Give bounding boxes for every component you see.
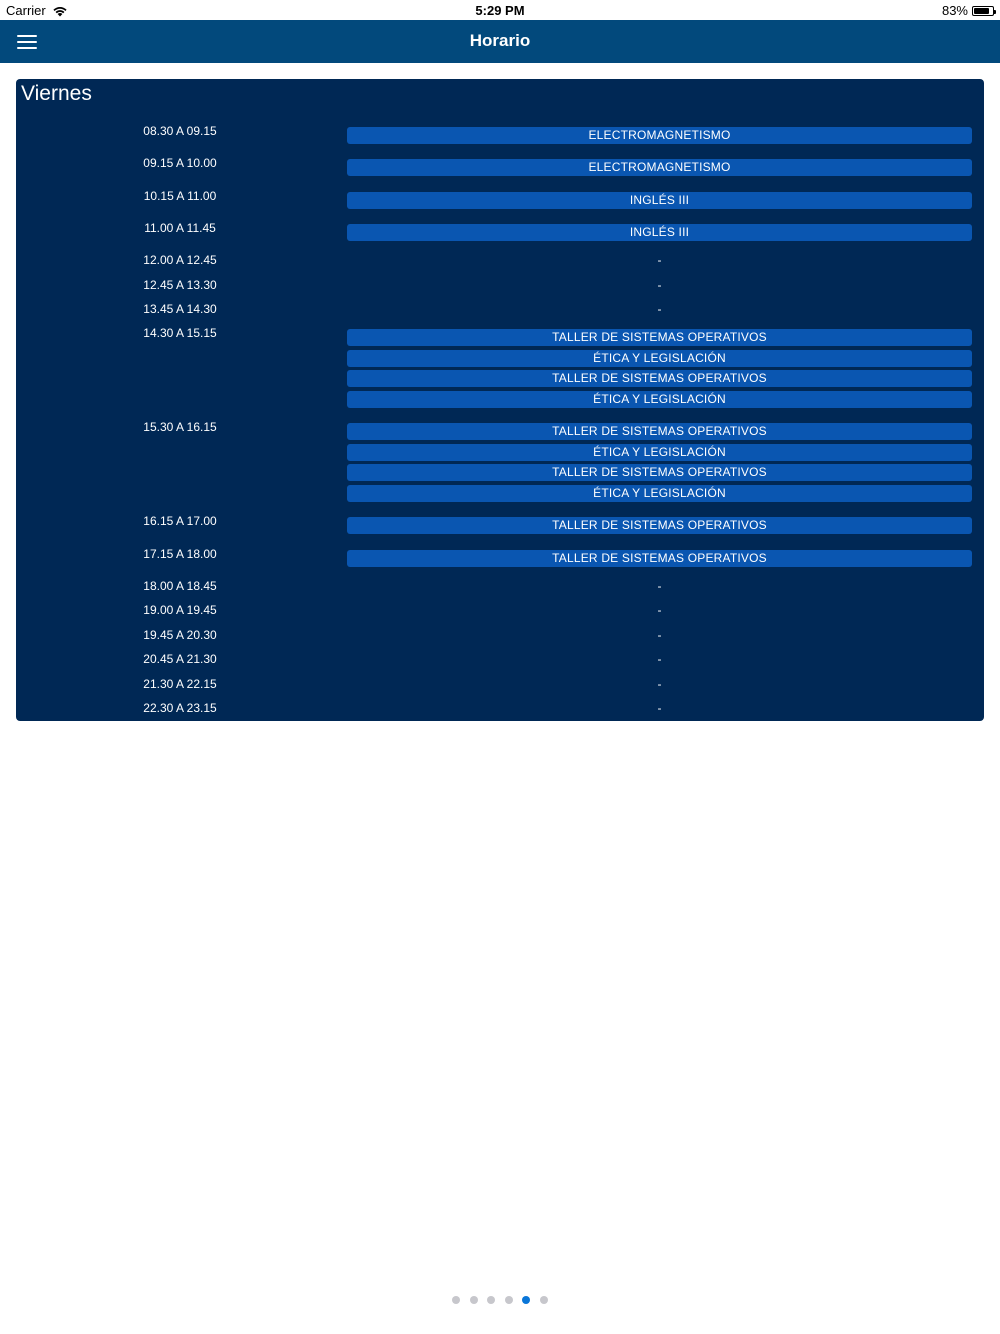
status-time: 5:29 PM bbox=[475, 3, 525, 18]
battery-icon bbox=[972, 6, 994, 16]
slot-time: 20.45 A 21.30 bbox=[143, 652, 217, 667]
slot-time: 12.45 A 13.30 bbox=[143, 277, 217, 292]
nav-bar bbox=[0, 20, 1000, 63]
slot-time: 16.15 A 17.00 bbox=[143, 514, 217, 529]
subject-pill[interactable]: TALLER DE SISTEMAS OPERATIVOS bbox=[347, 329, 972, 346]
page-control[interactable] bbox=[0, 1296, 1000, 1306]
subject-pill[interactable]: TALLER DE SISTEMAS OPERATIVOS bbox=[347, 423, 972, 440]
subject-pill[interactable]: INGLÉS III bbox=[347, 192, 972, 209]
page-dot-active[interactable] bbox=[522, 1296, 530, 1304]
status-bar bbox=[0, 0, 1000, 20]
subject-pill[interactable]: ÉTICA Y LEGISLACIÓN bbox=[347, 485, 972, 502]
empty-slot-dash: - bbox=[657, 277, 662, 292]
schedule-card bbox=[16, 79, 984, 721]
slot-time: 13.45 A 14.30 bbox=[143, 302, 217, 316]
slot-time: 11.00 A 11.45 bbox=[144, 220, 216, 235]
subject-pill[interactable]: TALLER DE SISTEMAS OPERATIVOS bbox=[347, 517, 972, 534]
slot-time: 10.15 A 11.00 bbox=[143, 188, 217, 203]
subject-pill[interactable]: ÉTICA Y LEGISLACIÓN bbox=[347, 444, 972, 461]
page-dot[interactable] bbox=[540, 1296, 548, 1304]
subject-pill[interactable]: TALLER DE SISTEMAS OPERATIVOS bbox=[347, 370, 972, 387]
empty-slot-dash: - bbox=[657, 627, 662, 642]
empty-slot-dash: - bbox=[657, 253, 662, 268]
subject-pill[interactable]: TALLER DE SISTEMAS OPERATIVOS bbox=[347, 550, 972, 567]
slot-time: 19.45 A 20.30 bbox=[143, 627, 217, 642]
slot-time: 21.30 A 22.15 bbox=[143, 676, 217, 691]
empty-slot-dash: - bbox=[657, 652, 662, 667]
page-dot[interactable] bbox=[452, 1296, 460, 1304]
page-dot[interactable] bbox=[505, 1296, 513, 1304]
empty-slot-dash: - bbox=[657, 579, 662, 593]
slot-time: 09.15 A 10.00 bbox=[143, 156, 217, 171]
empty-slot-dash: - bbox=[657, 302, 662, 316]
slot-time: 19.00 A 19.45 bbox=[143, 603, 217, 618]
battery-percent: 83% bbox=[941, 3, 968, 18]
day-title: Viernes bbox=[21, 82, 92, 105]
empty-slot-dash: - bbox=[657, 701, 662, 715]
schedule-rows bbox=[16, 79, 984, 721]
slot-time: 08.30 A 09.15 bbox=[143, 124, 217, 138]
subject-pill[interactable]: INGLÉS III bbox=[347, 224, 972, 241]
empty-slot-dash: - bbox=[657, 603, 662, 618]
nav-title: Horario bbox=[469, 31, 531, 50]
battery-fill bbox=[974, 8, 989, 14]
slot-time: 18.00 A 18.45 bbox=[143, 579, 217, 593]
subject-pill[interactable]: TALLER DE SISTEMAS OPERATIVOS bbox=[347, 464, 972, 481]
slot-time: 15.30 A 16.15 bbox=[143, 420, 217, 435]
subject-pill[interactable]: ELECTROMAGNETISMO bbox=[347, 159, 972, 176]
subject-pill[interactable]: ÉTICA Y LEGISLACIÓN bbox=[347, 391, 972, 408]
slot-time: 14.30 A 15.15 bbox=[143, 326, 217, 341]
battery-tip bbox=[994, 10, 996, 14]
page-dot[interactable] bbox=[487, 1296, 495, 1304]
slot-time: 12.00 A 12.45 bbox=[143, 253, 217, 268]
page-dot[interactable] bbox=[470, 1296, 478, 1304]
status-right bbox=[942, 3, 994, 18]
subject-pill[interactable]: ÉTICA Y LEGISLACIÓN bbox=[347, 350, 972, 367]
empty-slot-dash: - bbox=[657, 676, 662, 691]
carrier-label: Carrier bbox=[6, 3, 46, 18]
slot-time: 22.30 A 23.15 bbox=[143, 701, 217, 715]
slot-time: 17.15 A 18.00 bbox=[143, 546, 217, 561]
subject-pill[interactable]: ELECTROMAGNETISMO bbox=[347, 127, 972, 144]
